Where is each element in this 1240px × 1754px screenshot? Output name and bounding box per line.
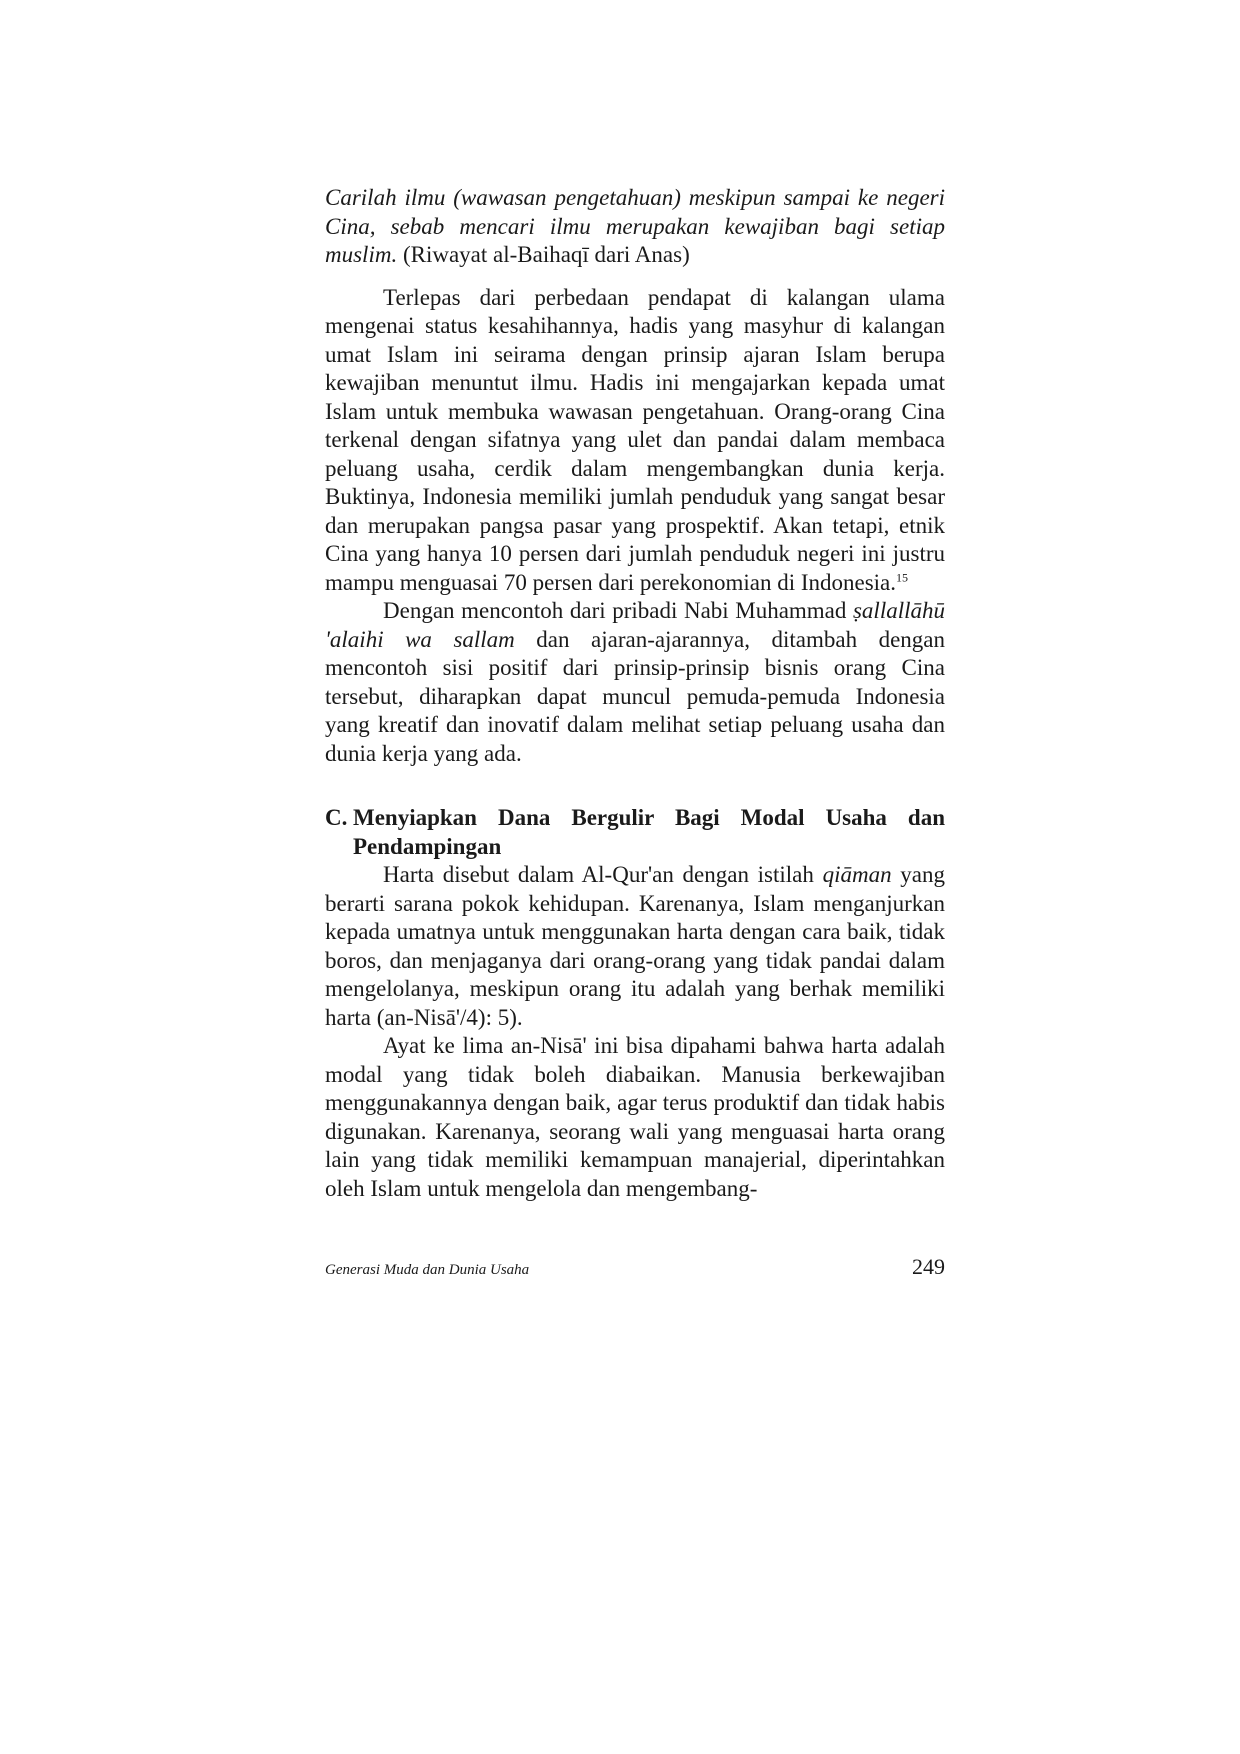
section-letter: C. — [325, 805, 348, 830]
body-paragraph-2 — [325, 597, 945, 768]
page-body — [325, 184, 945, 1203]
body-paragraph-4 — [325, 1032, 945, 1203]
page-number: 249 — [912, 1254, 945, 1279]
page-footer — [325, 1254, 945, 1280]
running-footer-title: Generasi Muda dan Dunia Usaha — [325, 1262, 530, 1278]
hadith-quote-text: Carilah ilmu (wawasan pengetahuan) meskipun sampai ke negeri Cina, sebab mencari ilmu merupakan kewajiban bagi setiap muslim. — [325, 185, 945, 267]
body-paragraph-3-text-end: yang berarti sarana pokok kehidupan. Karenanya, Islam menganjurkan kepada umatnya untuk menggunakan harta dengan cara baik, tidak boros, dan menjaganya dari orang-orang yang tidak pandai dalam mengelolanya, meskipun orang itu adalah yang berhak memiliki harta (an-Nisā'/4): 5). — [325, 862, 945, 1030]
section-title: Menyiapkan Dana Bergulir Bagi Modal Usaha dan Pendampingan — [353, 805, 945, 859]
honorific-phrase: ṣallallāhū 'alaihi wa sallam — [325, 598, 945, 652]
hadith-source: (Riwayat al-Baihaqī dari Anas) — [397, 242, 690, 267]
body-paragraph-3 — [325, 861, 945, 1032]
body-paragraph-1 — [325, 284, 945, 598]
term-qiaman: qiāman — [822, 862, 892, 887]
body-paragraph-2-text-end: dan ajaran-ajarannya, ditambah dengan mencontoh sisi positif dari prinsip-prinsip bisnis orang Cina tersebut, diharapkan dapat muncul pemuda-pemuda Indonesia yang kreatif dan inovatif dalam melihat setiap peluang usaha dan dunia kerja yang ada. — [325, 626, 945, 766]
body-paragraph-4-text: Ayat ke lima an-Nisā' ini bisa dipahami bahwa harta adalah modal yang tidak boleh diabaikan. Manusia berkewajiban menggunakannya dengan baik, agar terus produktif dan tidak habis digunakan. Karenanya, seorang wali yang menguasai harta orang lain yang tidak memiliki kemampuan manajerial, diperintahkan oleh Islam untuk mengelola dan mengembang- — [325, 1033, 945, 1201]
section-heading — [325, 804, 945, 861]
hadith-quote — [325, 184, 945, 270]
body-paragraph-2-text-start: Dengan mencontoh dari pribadi Nabi Muhammad — [383, 598, 853, 623]
footnote-marker[interactable]: 15 — [896, 569, 909, 584]
body-paragraph-1-text: Terlepas dari perbedaan pendapat di kalangan ulama mengenai status kesahihannya, hadis yang masyhur di kalangan umat Islam ini seirama dengan prinsip ajaran Islam berupa kewajiban menuntut ilmu. Hadis ini mengajarkan kepada umat Islam untuk membuka wawasan pengetahuan. Orang-orang Cina terkenal dengan sifatnya yang ulet dan pandai dalam membaca peluang usaha, cerdik dalam mengembangkan dunia kerja. Buktinya, Indonesia memiliki jumlah penduduk yang sangat besar dan merupakan pangsa pasar yang prospektif. Akan tetapi, etnik Cina yang hanya 10 persen dari jumlah penduduk negeri ini justru mampu menguasai 70 persen dari perekonomian di Indonesia. — [325, 284, 945, 595]
body-paragraph-3-text-start: Harta disebut dalam Al-Qur'an dengan istilah — [383, 862, 823, 887]
